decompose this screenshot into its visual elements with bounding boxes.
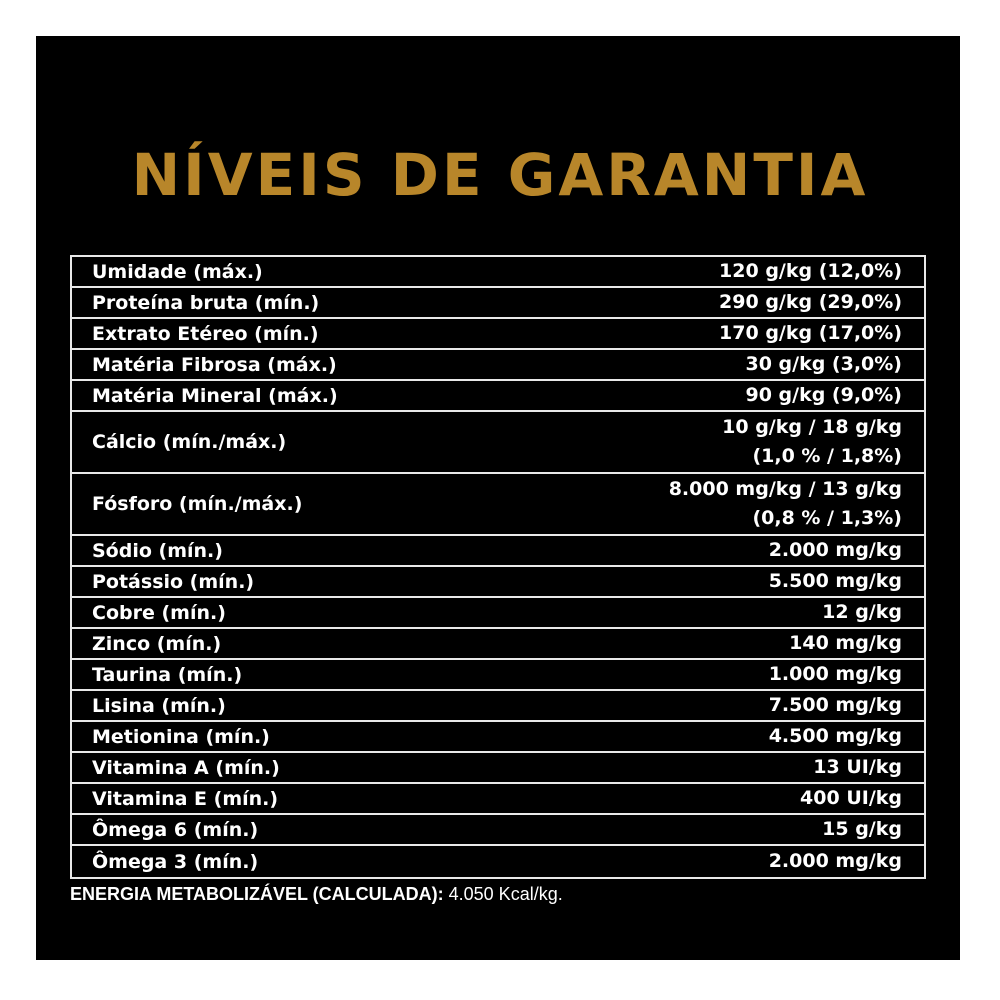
row-value: 170 g/kg (17,0%)	[719, 322, 902, 344]
row-label: Ômega 3 (mín.)	[92, 850, 259, 873]
row-value: 5.500 mg/kg	[768, 570, 902, 592]
table-row	[72, 257, 924, 288]
table-row	[72, 846, 924, 877]
table-row	[72, 350, 924, 381]
table-row	[72, 784, 924, 815]
table-row	[72, 319, 924, 350]
row-label: Cálcio (mín./máx.)	[92, 431, 287, 453]
row-value: 13 UI/kg	[813, 756, 902, 778]
table-row	[72, 815, 924, 846]
row-value: 1.000 mg/kg	[768, 663, 902, 685]
row-label: Vitamina E (mín.)	[92, 787, 279, 810]
row-label: Vitamina A (mín.)	[92, 756, 280, 779]
row-value: 15 g/kg	[822, 818, 902, 840]
row-label: Lisina (mín.)	[92, 694, 226, 717]
row-value: 90 g/kg (9,0%)	[745, 384, 902, 406]
row-value: 120 g/kg (12,0%)	[719, 260, 902, 282]
table-row	[72, 629, 924, 660]
row-label: Sódio (mín.)	[92, 539, 223, 562]
table-row	[72, 691, 924, 722]
row-label: Fósforo (mín./máx.)	[92, 493, 303, 515]
row-value: 7.500 mg/kg	[768, 694, 902, 716]
table-row	[72, 536, 924, 567]
row-label: Ômega 6 (mín.)	[92, 818, 259, 841]
table-row	[72, 722, 924, 753]
row-value: 10 g/kg / 18 g/kg (1,0 % / 1,8%)	[722, 416, 902, 467]
guarantee-table	[70, 255, 926, 879]
row-label: Matéria Fibrosa (máx.)	[92, 353, 337, 376]
row-label: Metionina (mín.)	[92, 725, 270, 748]
page-title: NÍVEIS DE GARANTIA	[131, 141, 869, 209]
row-value: 2.000 mg/kg	[768, 539, 902, 561]
row-value: 290 g/kg (29,0%)	[719, 291, 902, 313]
table-row	[72, 660, 924, 691]
table-row	[72, 567, 924, 598]
table-row	[72, 288, 924, 319]
table-row	[72, 412, 924, 474]
row-label: Proteína bruta (mín.)	[92, 291, 320, 314]
row-value: 400 UI/kg	[800, 787, 902, 809]
row-label: Matéria Mineral (máx.)	[92, 384, 338, 407]
row-value: 30 g/kg (3,0%)	[745, 353, 902, 375]
table-row	[72, 598, 924, 629]
table-row	[72, 753, 924, 784]
row-value: 4.500 mg/kg	[768, 725, 902, 747]
table-row	[72, 474, 924, 536]
row-label: Extrato Etéreo (mín.)	[92, 322, 319, 345]
row-label: Potássio (mín.)	[92, 570, 255, 593]
row-label: Zinco (mín.)	[92, 632, 222, 655]
energy-footnote	[70, 884, 563, 905]
row-label: Cobre (mín.)	[92, 601, 226, 624]
row-label: Taurina (mín.)	[92, 663, 243, 686]
row-label: Umidade (máx.)	[92, 260, 263, 283]
row-value: 12 g/kg	[822, 601, 902, 623]
row-value: 8.000 mg/kg / 13 g/kg (0,8 % / 1,3%)	[668, 478, 902, 529]
row-value: 140 mg/kg	[789, 632, 902, 654]
energy-label: ENERGIA METABOLIZÁVEL (CALCULADA):	[70, 884, 444, 904]
energy-value: 4.050 Kcal/kg.	[443, 884, 563, 904]
row-value: 2.000 mg/kg	[768, 850, 902, 872]
table-row	[72, 381, 924, 412]
